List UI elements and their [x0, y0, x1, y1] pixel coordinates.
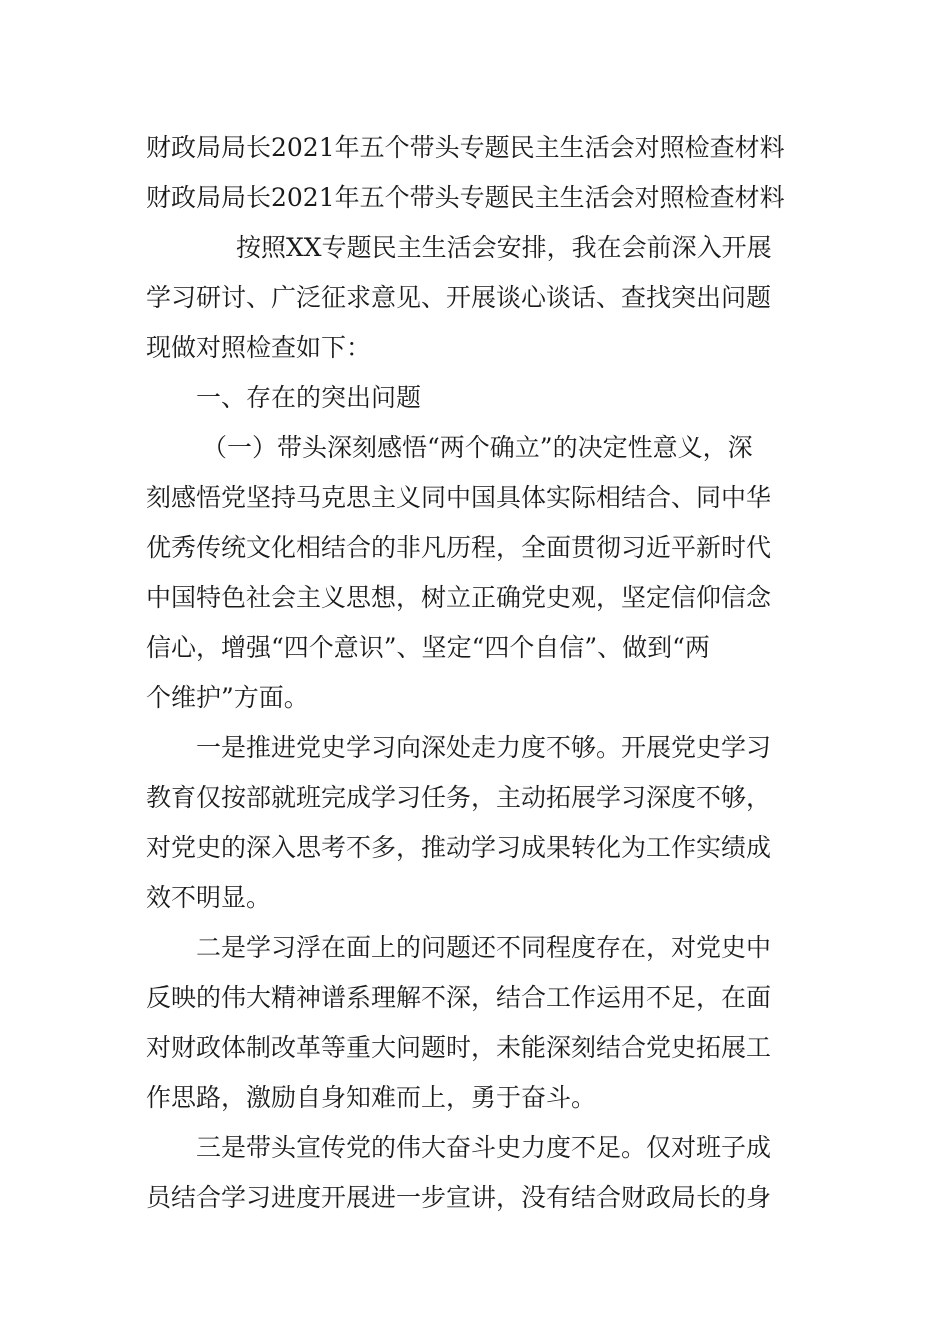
paragraph-line: 员结合学习进度开展进一步宣讲，没有结合财政局长的身	[146, 1183, 772, 1212]
paragraph-line: 效不明显。	[146, 883, 272, 912]
document-title-line: 财政局局长2021年五个带头专题民主生活会对照检查材料	[146, 183, 785, 212]
paragraph-line: 三是带头宣传党的伟大奋斗史力度不足。仅对班子成	[196, 1133, 772, 1162]
paragraph-line: 二是学习浮在面上的问题还不同程度存在，对党史中	[196, 933, 772, 962]
paragraph-line: 反映的伟大精神谱系理解不深，结合工作运用不足，在面	[146, 983, 772, 1012]
document-title-line: 财政局局长2021年五个带头专题民主生活会对照检查材料	[146, 133, 785, 162]
intro-line: 按照XX专题民主生活会安排，我在会前深入开展	[236, 233, 772, 262]
subsection-line: 个维护”方面。	[146, 683, 309, 712]
intro-line: 现做对照检查如下：	[146, 333, 372, 362]
document-body	[146, 123, 808, 1223]
subsection-line: 中国特色社会主义思想，树立正确党史观，坚定信仰信念	[146, 583, 772, 612]
subsection-line: 刻感悟党坚持马克思主义同中国具体实际相结合、同中华	[146, 483, 772, 512]
section-heading: 一、存在的突出问题	[196, 383, 422, 412]
subsection-line: 优秀传统文化相结合的非凡历程，全面贯彻习近平新时代	[146, 533, 772, 562]
paragraph-line: 作思路，激励自身知难而上，勇于奋斗。	[146, 1083, 597, 1112]
paragraph-line: 教育仅按部就班完成学习任务，主动拓展学习深度不够，	[146, 783, 772, 812]
subsection-line: （一）带头深刻感悟“两个确立”的决定性意义，深	[202, 433, 753, 462]
paragraph-line: 对财政体制改革等重大问题时，未能深刻结合党史拓展工	[146, 1033, 772, 1062]
intro-line: 学习研讨、广泛征求意见、开展谈心谈话、查找突出问题	[146, 283, 772, 312]
paragraph-line: 对党史的深入思考不多，推动学习成果转化为工作实绩成	[146, 833, 772, 862]
subsection-line: 信心，增强“四个意识”、坚定“四个自信”、做到“两	[146, 633, 710, 662]
paragraph-line: 一是推进党史学习向深处走力度不够。开展党史学习	[196, 733, 772, 762]
